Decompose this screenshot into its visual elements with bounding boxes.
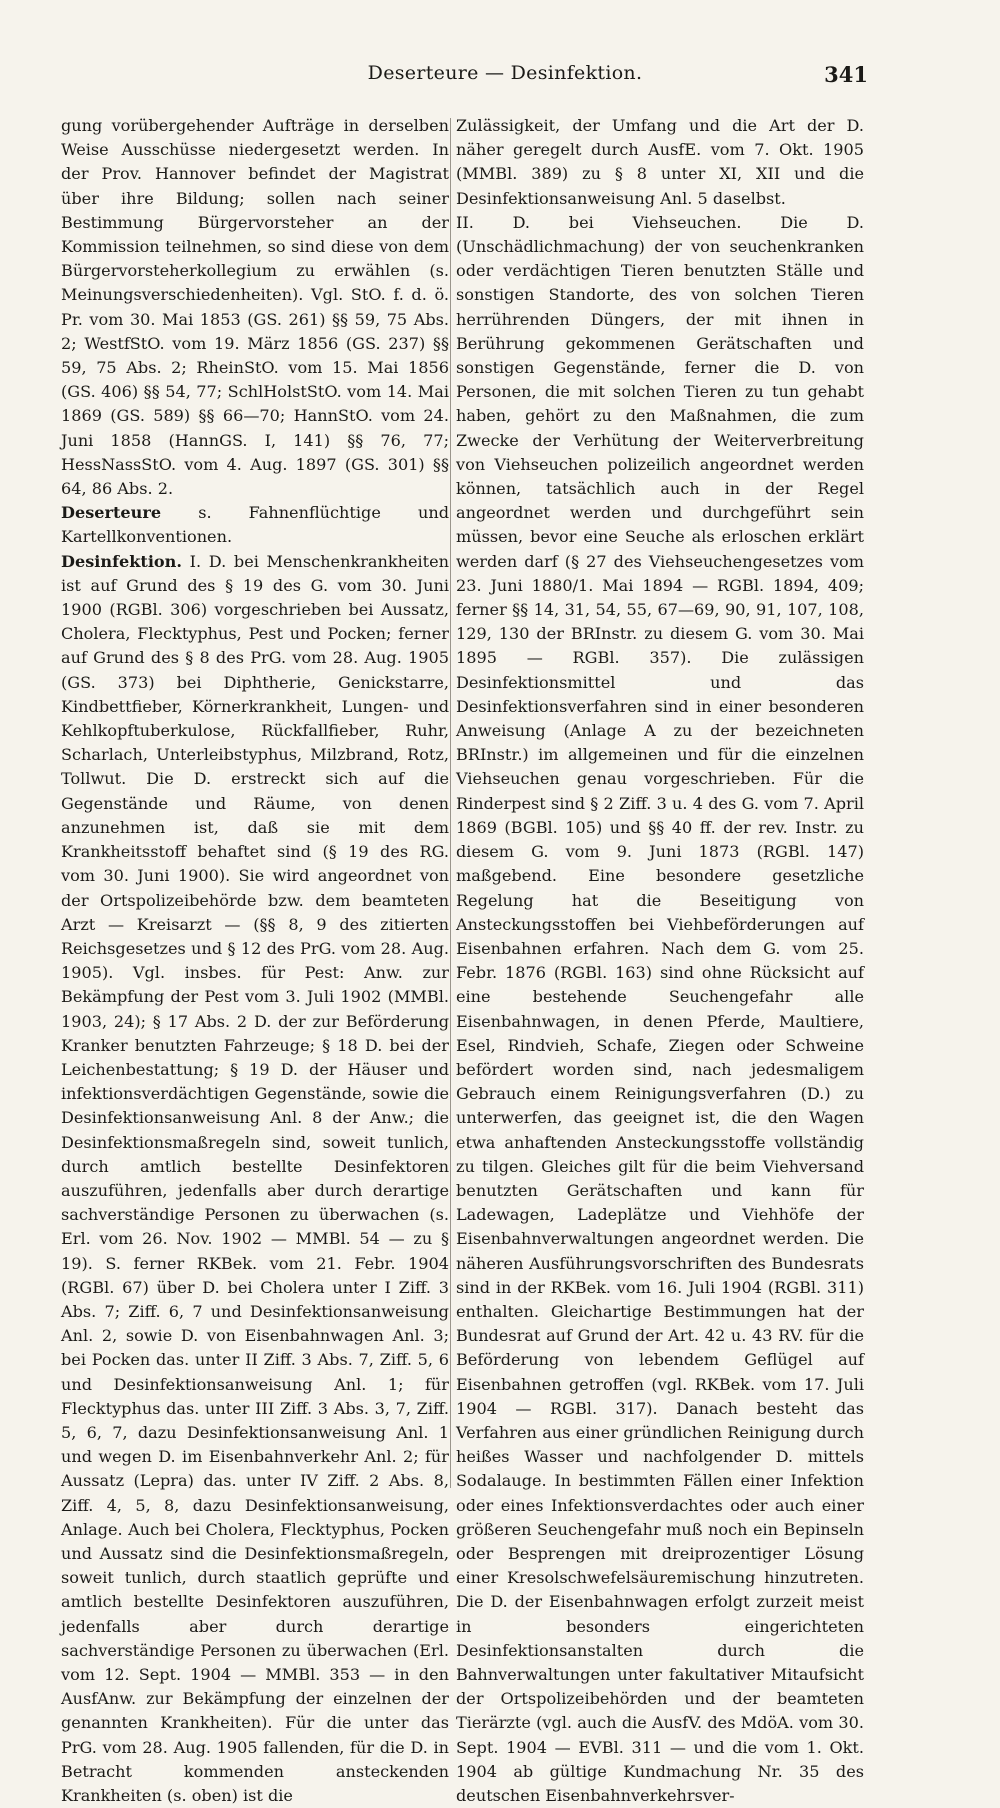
entry-term-deserteure: Deserteure bbox=[61, 503, 162, 523]
paragraph-viehseuchen: II. D. bei Viehseuchen. Die D. (Unschädlichmachung) der von seuchenkranken oder verdächtigen Tieren benutzten Ställe und sonstigen Standorte, des von solchen Tieren herrührenden Düngers, der mit ihnen in Berührung gekommenen Gerätschaften und sonstigen Gegenstände, ferner die D. von Personen, die mit solchen Tieren zu tun gehabt haben, gehört zu den Maßnahmen, die zum Zwecke der Verhütung der Weiterverbreitung von Viehseuchen polizeilich angeordnet werden können, tatsächlich auch in der Regel angeordnet werden und durchgeführt sein müssen, bevor eine Seuche als erloschen erklärt werden darf (§ 27 des Viehseuchengesetzes vom 23. Juni 1880/1. Mai 1894 — RGBl. 1894, 409; ferner §§ 14, 31, 54, 55, 67—69, 90, 91, 107, 108, 129, 130 der BRInstr. zu diesem G. vom 30. Mai 1895 — RGBl. 357). Die zulässigen Desinfektionsmittel und das Desinfektionsverfahren sind in einer besonderen Anweisung (Anlage A zu der bezeichneten BRInstr.) im allgemeinen und für die einzelnen Viehseuchen genau vorgeschrieben. Für die Rinderpest sind § 2 Ziff. 3 u. 4 des G. vom 7. April 1869 (BGBl. 105) und §§ 40 ff. der rev. Instr. zu diesem G. vom 9. Juni 1873 (RGBl. 147) maßgebend. Eine besondere gesetzliche Regelung hat die Beseitigung von Ansteckungsstoffen bei Viehbeförderungen auf Eisenbahnen erfahren. Nach dem G. vom 25. Febr. 1876 (RGBl. 163) sind ohne Rücksicht auf eine bestehende Seuchengefahr alle Eisenbahnwagen, in denen Pferde, Maultiere, Esel, Rindvieh, Schafe, Ziegen oder Schweine befördert worden sind, nach jedesmaligem Gebrauch einem Reinigungsverfahren (D.) zu unterwerfen, das geeignet ist, die den Wagen etwa anhaftenden Ansteckungsstoffe vollständig zu tilgen. Gleiches gilt für die beim Viehversand benutzten Gerätschaften und kann für Ladewagen, Ladeplätze und Viehhöfe der Eisenbahnverwaltungen angeordnet werden. Die näheren Ausführungsvorschriften des Bundesrats sind in der RKBek. vom 16. Juli 1904 (RGBl. 311) enthalten. Gleichartige Bestimmungen hat der Bundesrat auf Grund der Art. 42 u. 43 RV. für die Beförderung von lebendem Geflügel auf Eisenbahnen getroffen (vgl. RKBek. vom 17. Juli 1904 — RGBl. 317). Danach besteht das Verfahren aus einer gründlichen Reinigung durch heißes Wasser und nachfolgender D. mittels Sodalauge. In bestimmten Fällen einer Infektion oder eines Infektionsverdachtes oder auch einer größeren Seuchengefahr muß noch ein Bepinseln oder Besprengen mit dreiprozentiger Lösung einer Kresolschwefelsäuremischung hinzutreten. Die D. der Eisenbahnwagen erfolgt zurzeit meist in besonders eingerichteten Desinfektionsanstalten durch die Bahnverwaltungen unter fakultativer Mitaufsicht der Ortspolizeibehörden und der beamteten Tierärzte (vgl. auch die AusfV. des MdöA. vom 30. Sept. 1904 — EVBl. 311 — und die vom 1. Okt. 1904 ab gültige Kundmachung Nr. 35 des deutschen Eisenbahnverkehrsver- bbox=[456, 212, 864, 1806]
paragraph-desinfektion-continuation: Zulässigkeit, der Umfang und die Art der D. näher geregelt durch AusfE. vom 7. Okt. 1905 (MMBl. 389) zu § 8 unter XI, XII und die Desinfektionsanweisung Anl. 5 daselbst. bbox=[456, 116, 864, 208]
right-column bbox=[456, 114, 864, 1808]
entry-desinfektion bbox=[61, 550, 449, 1808]
entry-text-deserteure: s. Fahnenflüchtige und Kartellkonventionen. bbox=[61, 503, 449, 547]
entry-text-desinfektion: I. D. bei Menschenkrankheiten ist auf Grund des § 19 des G. vom 30. Juni 1900 (RGBl. 306) vorgeschrieben bei Aussatz, Cholera, Flecktyphus, Pest und Pocken; ferner auf Grund des § 8 des PrG. vom 28. Aug. 1905 (GS. 373) bei Diphtherie, Genickstarre, Kindbettfieber, Körnerkrankheit, Lungen- und Kehlkopftuberkulose, Rückfallfieber, Ruhr, Scharlach, Unterleibstyphus, Milzbrand, Rotz, Tollwut. Die D. erstreckt sich auf die Gegenstände und Räume, von denen anzunehmen ist, daß sie mit dem Krankheitsstoff behaftet sind (§ 19 des RG. vom 30. Juni 1900). Sie wird angeordnet von der Ortspolizeibehörde bzw. dem beamteten Arzt — Kreisarzt — (§§ 8, 9 des zitierten Reichsgesetzes und § 12 des PrG. vom 28. Aug. 1905). Vgl. insbes. für Pest: Anw. zur Bekämpfung der Pest vom 3. Juli 1902 (MMBl. 1903, 24); § 17 Abs. 2 D. der zur Beförderung Kranker benutzten Fahrzeuge; § 18 D. bei der Leichenbestattung; § 19 D. der Häuser und infektionsverdächtigen Gegenstände, sowie die Desinfektionsanweisung Anl. 8 der Anw.; die Desinfektionsmaßregeln sind, soweit tunlich, durch amtlich bestellte Desinfektoren auszuführen, jedenfalls aber durch derartige sachverständige Personen zu überwachen (s. Erl. vom 26. Nov. 1902 — MMBl. 54 — zu § 19). S. ferner RKBek. vom 21. Febr. 1904 (RGBl. 67) über D. bei Cholera unter I Ziff. 3 Abs. 7; Ziff. 6, 7 und Desinfektionsanweisung Anl. 2, sowie D. von Eisenbahnwagen Anl. 3; bei Pocken das. unter II Ziff. 3 Abs. 7, Ziff. 5, 6 und Desinfektionsanweisung Anl. 1; für Flecktyphus das. unter III Ziff. 3 Abs. 3, 7, Ziff. 5, 6, 7, dazu Desinfektionsanweisung Anl. 1 und wegen D. im Eisenbahnverkehr Anl. 2; für Aussatz (Lepra) das. unter IV Ziff. 2 Abs. 8, Ziff. 4, 5, 8, dazu Desinfektionsanweisung, Anlage. Auch bei Cholera, Flecktyphus, Pocken und Aussatz sind die Desinfektionsmaßregeln, soweit tunlich, durch staatlich geprüfte und amtlich bestellte Desinfektoren auszuführen, jedenfalls aber durch derartige sachverständige Personen zu überwachen (Erl. vom 12. Sept. 1904 — MMBl. 353 — in den AusfAnw. zur Bekämpfung der einzelnen der genannten Krankheiten). Für die unter das PrG. vom 28. Aug. 1905 fallenden, für die D. in Betracht kommenden ansteckenden Krankheiten (s. oben) ist die bbox=[61, 551, 449, 1806]
page-number: 341 bbox=[824, 62, 868, 87]
paragraph-continuation: gung vorübergehender Aufträge in derselben Weise Ausschüsse niedergesetzt werden. In der Prov. Hannover befindet der Magistrat über ihre Bildung; sollen nach seiner Bestimmung Bürgervorsteher an der Kommission teilnehmen, so sind diese von dem Bürgervorsteherkollegium zu erwählen (s. Meinungsverschiedenheiten). Vgl. StO. f. d. ö. Pr. vom 30. Mai 1853 (GS. 261) §§ 59, 75 Abs. 2; WestfStO. vom 19. März 1856 (GS. 237) §§ 59, 75 Abs. 2; RheinStO. vom 15. Mai 1856 (GS. 406) §§ 54, 77; SchlHolstStO. vom 14. Mai 1869 (GS. 589) §§ 66—70; HannStO. vom 24. Juni 1858 (HannGS. I, 141) §§ 76, 77; HessNassStO. vom 4. Aug. 1897 (GS. 301) §§ 64, 86 Abs. 2. bbox=[61, 116, 449, 499]
column-divider bbox=[450, 118, 451, 1488]
entry-term-desinfektion: Desinfektion. bbox=[61, 551, 182, 571]
running-head: Deserteure — Desinfektion. bbox=[367, 62, 643, 84]
left-column bbox=[61, 114, 449, 1808]
entry-deserteure bbox=[61, 501, 449, 549]
